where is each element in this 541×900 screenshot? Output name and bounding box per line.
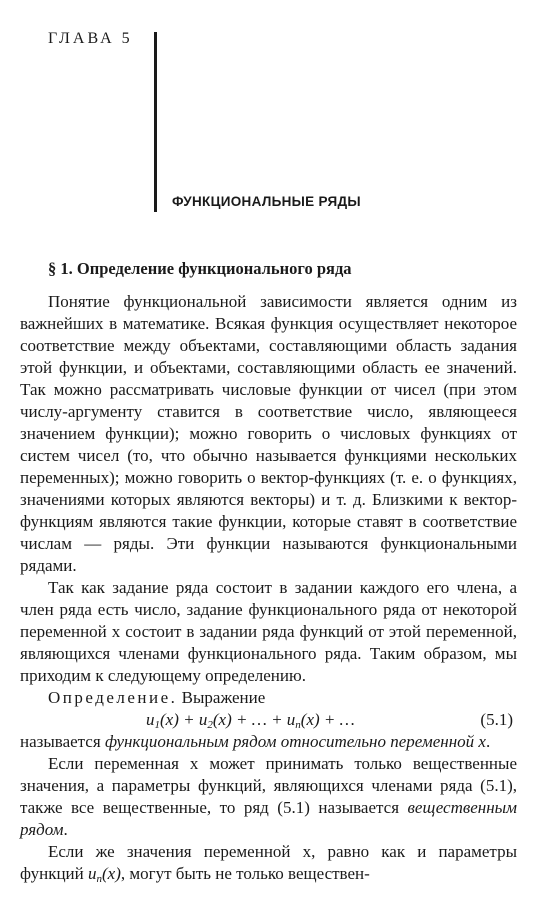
formula-5-1	[20, 709, 517, 731]
series-expression: $u_1(x) + u_2(x)$ + … + $u_n(x)$ + …	[146, 710, 355, 731]
chapter-label: ГЛАВА 5	[48, 30, 133, 47]
body-text	[20, 291, 517, 885]
definition-text: называется функциональным рядом относительно переменной x.	[20, 732, 491, 751]
defined-term-real-series: вещественным рядом	[20, 798, 517, 839]
definition-label: Определение.	[48, 688, 178, 707]
definition-lead-word: Выражение	[181, 688, 266, 707]
section-title: § 1. Определение функционального ряда	[48, 259, 352, 278]
paragraph-4: Если же значения переменной x, равно как и параметры функций $u_n(x)$, могут быть не только веществен-	[20, 842, 517, 885]
paragraph-3: Если переменная x может принимать только вещественные значения, а параметры функций, являющихся членами ряда (5.1), также все вещественные, то ряд (5.1) называется вещественным рядом.	[20, 754, 517, 839]
chapter-title: ФУНКЦИОНАЛЬНЫЕ РЯДЫ	[172, 194, 361, 209]
paragraph-1: Понятие функциональной зависимости является одним из важнейших в математике. Всякая функция осуществляет некоторое соответствие между объектами, составляющими область задания этой функции, и объектами, составляющими область ее значений. Так можно рассматривать числовые функции от чисел (при этом числу-аргументу ставится в соответствие число, являющееся значением функции); можно говорить о числовых функциях от систем чисел (то, что обычно называется функциями нескольких переменных); можно говорить о вектор-функциях (т. е. о функциях, значениями которых являются векторы) и т. д. Близкими к вектор-функциям являются такие функции, которые ставят в соответствие числам — ряды. Эти функции называются функциональными рядами.	[20, 292, 517, 575]
chapter-divider-rule	[154, 32, 157, 212]
equation-number: (5.1)	[480, 710, 513, 729]
definition-lead	[20, 687, 517, 709]
defined-term: функциональным рядом относительно переменной x	[104, 732, 486, 751]
paragraph-2: Так как задание ряда состоит в задании каждого его члена, а член ряда есть число, задание функционального ряда от некоторой переменной x состоит в задании ряда функций от этой переменной, являющихся членами функционального ряда. Таким образом, мы приходим к следующему определению.	[20, 578, 517, 685]
